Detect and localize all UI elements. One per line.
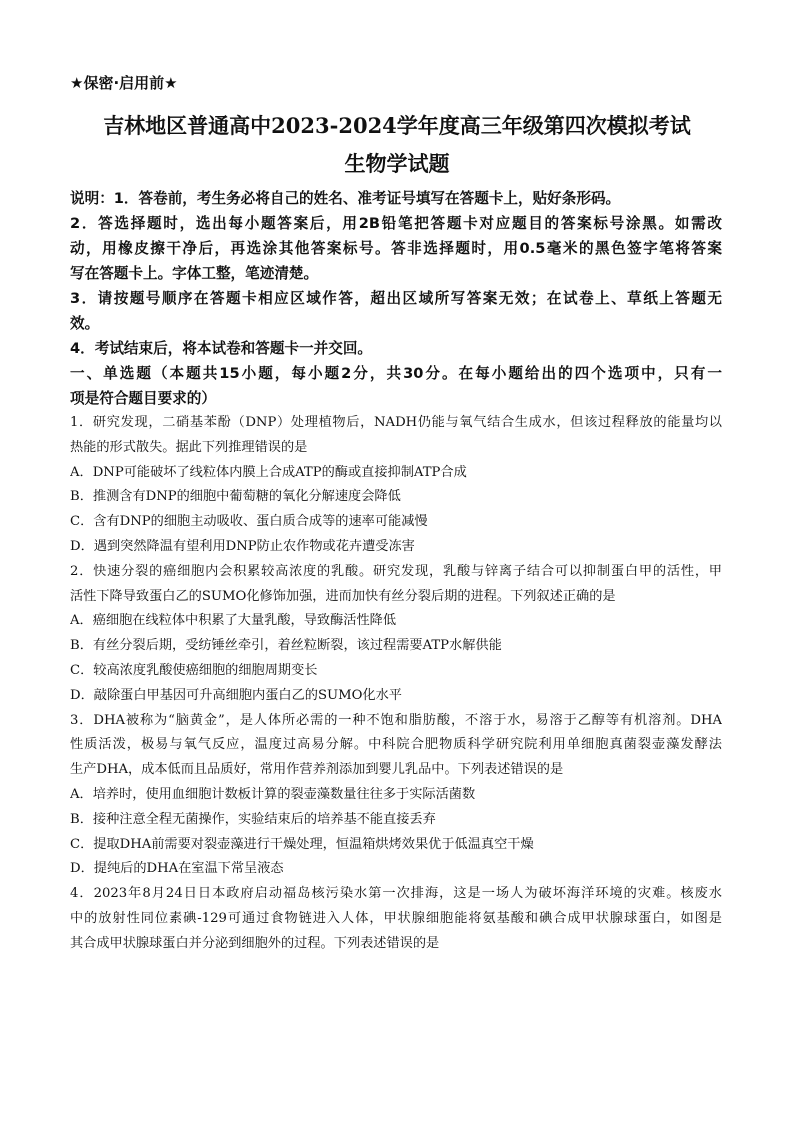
question-stem-line: 4．2023年8月24日日本政府启动福岛核污染水第一次排海，这是一场人为破坏海洋环境的灾难。核废水 <box>70 886 722 902</box>
instruction-line: 说明：1．答卷前，考生务必将自己的姓名、准考证号填写在答题卡上，贴好条形码。 <box>70 190 621 207</box>
option-b: B．推测含有DNP的细胞中葡萄糖的氧化分解速度会降低 <box>70 489 401 505</box>
option-a: A．培养时，使用血细胞计数板计算的裂壶藻数量往往多于实际活菌数 <box>70 786 476 802</box>
question-stem-line: 3．DHA被称为“脑黄金”，是人体所必需的一种不饱和脂肪酸，不溶于水，易溶于乙醇等有机溶剂。DHA <box>70 712 722 728</box>
option-a: A．癌细胞在线粒体中积累了大量乳酸，导致酶活性降低 <box>70 613 397 629</box>
option-c: C．较高浓度乳酸使癌细胞的细胞周期变长 <box>70 662 318 678</box>
question-stem-line: 中的放射性同位素碘-129可通过食物链进入人体，甲状腺细胞能将氨基酸和碘合成甲状腺球蛋白，如图是 <box>70 910 722 926</box>
instruction-line: 写在答题卡上。字体工整，笔迹清楚。 <box>70 265 319 282</box>
question-2 <box>70 560 722 709</box>
option-d: D．敲除蛋白甲基因可升高细胞内蛋白乙的SUMO化水平 <box>70 687 402 703</box>
exam-body <box>70 186 722 957</box>
instruction-line: 效。 <box>70 315 100 332</box>
confidential-mark: ★保密·启用前★ <box>70 74 178 92</box>
section-line: 项是符合题目要求的） <box>70 390 216 407</box>
instruction-line: 2．答选择题时，选出每小题答案后，用2B铅笔把答题卡对应题目的答案标号涂黑。如需改 <box>70 215 722 232</box>
question-stem-line: 2．快速分裂的癌细胞内会积累较高浓度的乳酸。研究发现，乳酸与锌离子结合可以抑制蛋白甲的活性，甲 <box>70 563 722 579</box>
question-stem-line: 活性下降导致蛋白乙的SUMO化修饰加强，进而加快有丝分裂后期的进程。下列叙述正确的是 <box>70 588 616 604</box>
exam-subtitle: 生物学试题 <box>344 151 450 176</box>
question-3 <box>70 709 722 883</box>
option-d: D．遇到突然降温有望利用DNP防止农作物或花卉遭受冻害 <box>70 538 415 554</box>
option-a: A．DNP可能破坏了线粒体内膜上合成ATP的酶或直接抑制ATP合成 <box>70 464 467 480</box>
question-stem-line: 热能的形式散失。据此下列推理错误的是 <box>70 439 308 455</box>
option-b: B．有丝分裂后期，受纺锤丝牵引，着丝粒断裂，该过程需要ATP水解供能 <box>70 638 502 654</box>
question-stem-line: 1．研究发现，二硝基苯酚（DNP）处理植物后，NADH仍能与氧气结合生成水，但该过程释放的能量均以 <box>70 415 722 430</box>
option-b: B．接种注意全程无菌操作，实验结束后的培养基不能直接丢弃 <box>70 811 436 827</box>
option-c: C．提取DHA前需要对裂壶藻进行干燥处理，恒温箱烘烤效果优于低温真空干燥 <box>70 836 534 852</box>
question-stem-line: 其合成甲状腺球蛋白并分泌到细胞外的过程。下列表述错误的是 <box>70 935 440 951</box>
question-stem-line: 性质活泼，极易与氧气反应，温度过高易分解。中科院合肥物质科学研究院利用单细胞真菌裂壶藻发酵法 <box>70 737 722 753</box>
section-heading <box>70 361 722 411</box>
question-4 <box>70 882 722 956</box>
question-stem-line: 生产DHA，成本低而且品质好，常用作营养剂添加到婴儿乳品中。下列表述错误的是 <box>70 762 564 778</box>
instruction-line: 3．请按题号顺序在答题卡相应区域作答，超出区域所写答案无效；在试卷上、草纸上答题无 <box>70 290 722 307</box>
instructions-block <box>70 186 722 361</box>
exam-title: 吉林地区普通高中2023-2024学年度高三年级第四次模拟考试 <box>103 113 691 138</box>
option-c: C．含有DNP的细胞主动吸收、蛋白质合成等的速率可能减慢 <box>70 514 428 530</box>
question-1 <box>70 411 722 560</box>
option-d: D．提纯后的DHA在室温下常呈液态 <box>70 861 284 877</box>
instruction-line: 动，用橡皮擦干净后，再选涂其他答案标号。答非选择题时，用0.5毫米的黑色签字笔将答案 <box>70 240 722 257</box>
instruction-line: 4．考试结束后，将本试卷和答题卡一并交回。 <box>70 340 373 357</box>
section-line: 一、单选题（本题共15小题，每小题2分，共30分。在每小题给出的四个选项中，只有一 <box>70 365 722 382</box>
